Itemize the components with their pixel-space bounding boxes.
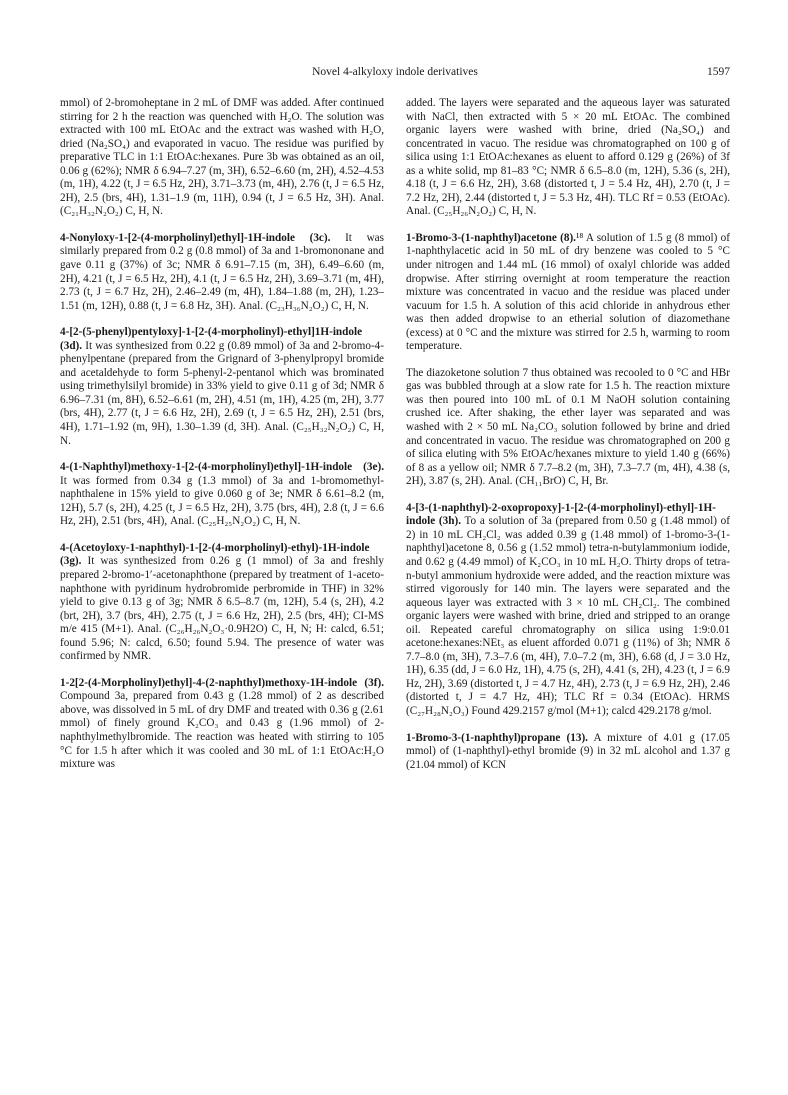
paragraph-body: added. The layers were separated and the aqueous layer was saturated with NaCl, then extracted with 5 × 20 mL EtOAc. The combined organic layers were washed with brine, dried (Na₂SO₄) and concentrated in vacuo. The residue was chromatographed on 100 g of silica using 1:1 EtOAc:hexanes as eluent to afford 0.129 g (26%) of 3f as a white solid, mp 81–83 °C; NMR δ 6.5–8.0 (m, 12H), 5.36 (s, 2H), 4.18 (t, J = 6.6 Hz, 2H), 3.68 (distorted t, J = 5.4 Hz, 4H), 2.70 (t, J = 7.2 Hz, 2H), 2.44 (distorted t, J = 5.3 Hz, 4H). TLC Rf = 0.53 (EtOAc). Anal. (C₂₅H₂₆N₂O₂) C, H, N. xyxy=(406,97,730,218)
paragraph-8 xyxy=(406,232,730,354)
paragraph-body: It was synthesized from 0.26 g (1 mmol) of 3a and freshly prepared 2-bromo-1′-acetonaphthone (prepared by treatment of 1-aceto-naphthone with pyridinum hydrobromide perbromide in THF) in 32% yield to give 0.13 g of 3g; NMR δ 6.5–8.7 (m, 12H), 5.4 (s, 2H), 4.2 (brt, 2H), 3.7 (brs, 4H), 2.75 (t, J = 6.6 Hz, 2H), 2.5 (brs, 4H); CI-MS m/e 415 (M+1). Anal. (C₂₆H₂₆N₂O₃·0.9H2O) C, H, N; H: calcd, 6.51; found 5.96; N: calcd, 6.50; found 5.94. The presence of water was confirmed by NMR. xyxy=(60,555,384,663)
compound-title-13: 1-Bromo-3-(1-naphthyl)propane (13). xyxy=(406,731,588,744)
running-header xyxy=(60,66,730,82)
left-column xyxy=(60,97,384,785)
paragraph-13 xyxy=(406,732,730,773)
paragraph-body: mmol) of 2-bromoheptane in 2 mL of DMF was added. After continued stirring for 2 h the reaction was quenched with H₂O. The solution was extracted with 100 mL EtOAc and the extract was washed with H₂O, dried (Na₂SO₄) and evaporated in vacuo. The residue was purified by preparative TLC in 1:1 EtOAc:hexanes. Pure 3b was obtained as an oil, 0.06 g (62%); NMR δ 6.94–7.27 (m, 3H), 6.52–6.60 (m, 2H), 4.52–4.53 (m, 1H), 4.22 (t, J = 6.5 Hz, 2H), 3.71–3.73 (m, 4H), 2.76 (t, J = 6.5 Hz, 2H), 2.5 (brs, 4H), 1.31–1.9 (m, 11H), 0.94 (t, J = 6.5 Hz, 3H). Anal. (C₂₁H₃₂N₂O₂) C, H, N. xyxy=(60,97,384,218)
paragraph-3e xyxy=(60,461,384,529)
paragraph-body: It was formed from 0.34 g (1.3 mmol) of 3a and 1-bromomethyl-naphthalene in 15% yield to give 0.060 g of 3e; NMR δ 6.61–8.2 (m, 12H), 5.7 (s, 2H), 4.25 (t, J = 6.5 Hz, 2H), 3.75 (brs, 4H), 2.8 (t, J = 6.6 Hz, 2H), 2.51 (brs, 4H), Anal. (C₂₅H₂₅N₂O₂) C, H, N. xyxy=(60,474,384,528)
paragraph-3b-cont xyxy=(60,97,384,219)
paragraph-3f xyxy=(60,677,384,772)
compound-title-8: 1-Bromo-3-(1-naphthyl)acetone (8). xyxy=(406,231,576,244)
paragraph-body: Compound 3a, prepared from 0.43 g (1.28 mmol) of 2 as described above, was dissolved in 5 mL of dry DMF and treated with 0.36 g (2.61 mmol) of finely ground K₂CO₃ and 0.43 g (1.96 mmol) of 2-naphthylmethylbromide. The reaction was heated with stirring to 105 °C for 1.5 h after which it was cooled and 30 mL of 1:1 EtOAc:H₂O mixture was xyxy=(60,690,384,771)
compound-title-3f: 1-2[2-(4-Morpholinyl)ethyl]-4-(2-naphthyl)methoxy-1H-indole (3f). xyxy=(60,676,384,689)
compound-title-3h: 4-[3-(1-naphthyl)-2-oxopropoxy]-1-[2-(4-morpholinyl)-ethyl]-1H-indole (3h). xyxy=(406,501,716,528)
paragraph-3g xyxy=(60,542,384,664)
running-title: Novel 4-alkyloxy indole derivatives xyxy=(312,66,478,78)
compound-title-3d: 4-[2-(5-phenyl)pentyloxy]-1-[2-(4-morpholinyl)-ethyl]1H-indole (3d). xyxy=(60,326,363,352)
paragraph-3h xyxy=(406,502,730,719)
paragraph-3d xyxy=(60,326,384,448)
paragraph-diazoketone xyxy=(406,367,730,489)
paragraph-body: A mixture of 4.01 g (17.05 mmol) of (1-naphthyl)-ethyl bromide (9) in 32 mL alcohol and 1.37 g (21.04 mmol) of KCN xyxy=(406,731,731,771)
paragraph-body: ¹⁸ A solution of 1.5 g (8 mmol) of 1-naphthylacetic acid in 50 mL of dry benzene was cooled to 5 °C under nitrogen and 1.44 mL (16 mmol) of oxalyl chloride was added dropwise. After stirring overnight at room temperature the reaction mixture was concentrated in vacuo and the residue was placed under vacuum for 1.5 h. A solution of this acid chloride in anhydrous ether was then added dropwise to an etherial solution of diazomethane (excess) at 0 °C and the mixture was stirred for 2.5 h, warming to room temperature. xyxy=(406,231,730,353)
right-column xyxy=(406,97,730,785)
paragraph-body: It was similarly prepared from 0.2 g (0.8 mmol) of 3a and 1-bromononane and gave 0.11 g (37%) of 3c; NMR δ 6.91–7.15 (m, 3H), 6.49–6.60 (m, 2H), 4.21 (t, J = 6.5 Hz, 2H), 4.1 (t, J = 6.5 Hz, 2H), 3.69–3.71 (m, 4H), 2.73 (t, J = 6.7 Hz, 2H), 2.46–2.49 (m, 4H), 1.84–1.88 (m, 2H), 1.23–1.51 (m, 12H), 0.88 (t, J = 6.8 Hz, 3H). Anal. (C₂₃H₃₆N₂O₂) C, H, N. xyxy=(60,231,384,312)
compound-title-3e: 4-(1-Naphthyl)methoxy-1-[2-(4-morpholinyl)ethyl]-1H-indole (3e). xyxy=(60,461,384,474)
compound-title-3g: 4-(Acetoyloxy-1-naphthyl)-1-[2-(4-morpholinyl)-ethyl)-1H-indole (3g). xyxy=(60,541,370,568)
paragraph-3c xyxy=(60,232,384,313)
page-number: 1597 xyxy=(707,66,730,78)
paragraph-body: The diazoketone solution 7 thus obtained was recooled to 0 °C and HBr gas was bubbled through at a slow rate for 1.5 h. The reaction mixture was then poured into 100 mL of 0.1 M NaOH solution containing crushed ice. After shaking, the ether layer was separated and was washed with 2 × 50 mL Na₂CO₃ solution followed by brine and dried and concentrated in vacuo. The residue was chromatographed on 200 g of silica eluting with 5% EtOAc/hexanes mixture to yield 1.40 g (66%) of 8 as a yellow oil; NMR δ 7.7–8.2 (m, 3H), 7.3–7.7 (m, 4H), 4.38 (s, 2H), 3.87 (s, 2H). Anal. (CH₁₁BrO) C, H, Br. xyxy=(406,366,730,488)
compound-title-3c: 4-Nonyloxy-1-[2-(4-morpholinyl)ethyl]-1H-indole (3c). xyxy=(60,231,331,244)
paragraph-body: It was synthesized from 0.22 g (0.89 mmol) of 3a and 2-bromo-4-phenylpentane (prepared from the Grignard of 3-phenylpropyl bromide and acetaldehyde to form 5-phenyl-2-pentanol which was brominated using trimethylsilyl bromide) in 33% yield to give 0.11 g of 3d; NMR δ 6.96–7.31 (m, 8H), 6.52–6.61 (m, 2H), 4.51 (m, 1H), 4.25 (m, 2H), 3.77 (brs, 4H), 2.77 (t, J = 6.6 Hz, 2H), 2.69 (t, J = 6.5 Hz, 2H), 2.51 (brs, 4H), 1.71–1.92 (m, 9H), 1.30–1.39 (d, 3H). Anal. (C₂₅H₃₂N₂O₂) C, H, N. xyxy=(60,339,384,447)
paragraph-3f-cont xyxy=(406,97,730,219)
paragraph-body: To a solution of 3a (prepared from 0.50 g (1.48 mmol) of 2) in 10 mL CH₂Cl₂ was added 0.39 g (1.48 mmol) of 1-bromo-3-(1-naphthyl)acetone 8, 0.56 g (1.52 mmol) tetra-n-butylammonium iodide, and 0.62 g (4.49 mmol) of K₂CO₃ in 10 mL H₂O. Thirty drops of tetra-n-butyl ammonium hydroxide were added, and the reaction mixture was stirred vigorously for 140 min. The layers were separated and the aqueous layer was extracted with 3 × 10 mL CH₂Cl₂. The combined organic layers were washed with brine, dried and stripped to an orange oil. Repeated careful chromatography on silica using 1:9:0.01 acetone:hexanes:NEt₃ as eluent afforded 0.071 g (11%) of 3h; NMR δ 7.7–8.0 (m, 3H), 7.3–7.6 (m, 4H), 7.0–7.2 (m, 3H), 6.68 (d, J = 3.0 Hz, 1H), 6.35 (dd, J = 6.0 Hz, 1H), 4.75 (s, 2H), 4.41 (s, 2H), 4.23 (t, J = 6.9 Hz, 2H), 3.69 (distorted t, J = 4.7 Hz, 4H), 2.73 (t, J = 6.9 Hz, 2H), 2.46 (distorted t, J = 4.7 Hz, 4H); TLC Rf = 0.34 (EtOAc). HRMS (C₂₇H₂₈N₂O₃) Found 429.2157 g/mol (M+1); calcd 429.2178 g/mol. xyxy=(406,515,730,717)
